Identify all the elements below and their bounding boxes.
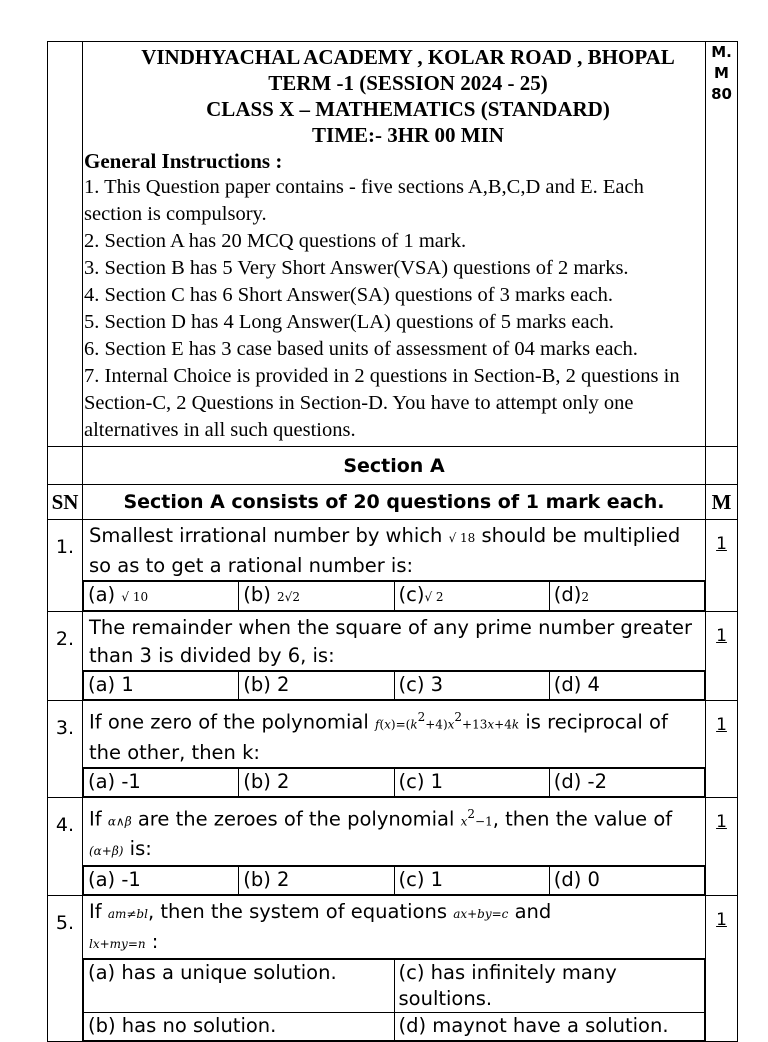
header-block — [83, 42, 706, 447]
question-mark: 1 — [706, 701, 738, 798]
question-mark: 1 — [706, 797, 738, 896]
option-b: (b) 2 — [239, 672, 394, 700]
question-row — [48, 797, 738, 896]
option-b: (b) 2 — [239, 867, 394, 895]
question-number: 1. — [48, 520, 83, 612]
section-subtitle-row — [48, 485, 738, 520]
question-cell — [83, 896, 706, 1042]
question-row — [48, 701, 738, 798]
option-a: (a) -1 — [84, 867, 239, 895]
question-text: If one zero of the polynomial $f(x)=(k^2+4)x^2+13x+4k$ is reciprocal of the other, then k: — [83, 701, 705, 768]
question-number: 5. — [48, 896, 83, 1042]
header-left-blank — [48, 42, 83, 447]
question-text: The remainder when the square of any prime number greater than 3 is divided by 6, is: — [83, 612, 705, 671]
question-cell — [83, 612, 706, 701]
max-marks: M. M 80 — [706, 42, 738, 447]
question-text: If am≠bl, then the system of equations ax+by=c and lx+my=n : — [83, 896, 705, 959]
section-subtitle: Section A consists of 20 questions of 1 mark each. — [83, 485, 706, 520]
instruction-item: 2. Section A has 20 MCQ questions of 1 mark. — [84, 230, 467, 252]
question-mark: 1 — [706, 612, 738, 701]
option-d: (d) 4 — [549, 672, 704, 700]
question-mark: 1 — [706, 520, 738, 612]
question-cell — [83, 701, 706, 798]
instruction-item: 6. Section E has 3 case based units of assessment of 04 marks each. — [84, 338, 638, 360]
option-a: (a) 1 — [84, 672, 239, 700]
term-line: TERM -1 (SESSION 2024 - 25) — [268, 71, 548, 95]
option-d: (d) 0 — [549, 867, 704, 895]
options-table — [83, 581, 705, 611]
option-c: (c)√ 2 — [394, 582, 549, 611]
instruction-item: 7. Internal Choice is provided in 2 questions in Section-B, 2 questions in Section-C, 2 Questions in Section-D. You have to attempt only one alternatives in all such questions. — [84, 365, 680, 441]
option-c: (c) 3 — [394, 672, 549, 700]
options-table — [83, 866, 705, 895]
option-d: (d) -2 — [549, 768, 704, 796]
instructions-block — [84, 148, 701, 444]
question-cell — [83, 520, 706, 612]
options-table — [83, 768, 705, 797]
marks-header: M — [706, 485, 738, 520]
option-b: (b) has no solution. — [84, 1013, 395, 1041]
instruction-item: 1. This Question paper contains - five sections A,B,C,D and E. Each section is compulsory. — [84, 176, 644, 225]
option-a: (a) √ 10 — [84, 582, 239, 611]
question-row — [48, 520, 738, 612]
time-line: TIME:- 3HR 00 MIN — [312, 123, 504, 147]
question-paper — [47, 41, 738, 1042]
sn-header: SN — [48, 485, 83, 520]
instruction-item: 3. Section B has 5 Very Short Answer(VSA) questions of 2 marks. — [84, 257, 629, 279]
option-d: (d) maynot have a solution. — [394, 1013, 705, 1041]
question-number: 3. — [48, 701, 83, 798]
option-b: (b) 2√2 — [239, 582, 394, 611]
class-line: CLASS X – MATHEMATICS (STANDARD) — [206, 97, 610, 121]
school-name: VINDHYACHAL ACADEMY , KOLAR ROAD , BHOPAL — [141, 45, 675, 69]
question-mark: 1 — [706, 896, 738, 1042]
question-row — [48, 612, 738, 701]
header-row — [48, 42, 738, 447]
question-text: Smallest irrational number by which √ 18 should be multiplied so as to get a rational number is: — [83, 520, 705, 581]
option-a: (a) -1 — [84, 768, 239, 796]
option-c: (c) 1 — [394, 768, 549, 796]
section-title: Section A — [83, 447, 706, 485]
question-number: 4. — [48, 797, 83, 896]
section-title-row — [48, 447, 738, 485]
instruction-item: 5. Section D has 4 Long Answer(LA) questions of 5 marks each. — [84, 311, 615, 333]
option-a: (a) has a unique solution. — [84, 960, 395, 1013]
option-b: (b) 2 — [239, 768, 394, 796]
options-table — [83, 959, 705, 1041]
option-c: (c) has infinitely many soultions. — [394, 960, 705, 1013]
options-table — [83, 671, 705, 700]
question-cell — [83, 797, 706, 896]
instructions-title: General Instructions : — [84, 149, 283, 173]
polynomial-formula: x — [460, 814, 468, 828]
question-text: If α∧β are the zeroes of the polynomial $x^2-1$, then the value of (α+β) is: — [83, 798, 705, 867]
question-row — [48, 896, 738, 1042]
option-c: (c) 1 — [394, 867, 549, 895]
polynomial-formula: f — [374, 717, 380, 732]
option-d: (d)2 — [549, 582, 704, 611]
question-number: 2. — [48, 612, 83, 701]
instruction-item: 4. Section C has 6 Short Answer(SA) questions of 3 marks each. — [84, 284, 613, 306]
